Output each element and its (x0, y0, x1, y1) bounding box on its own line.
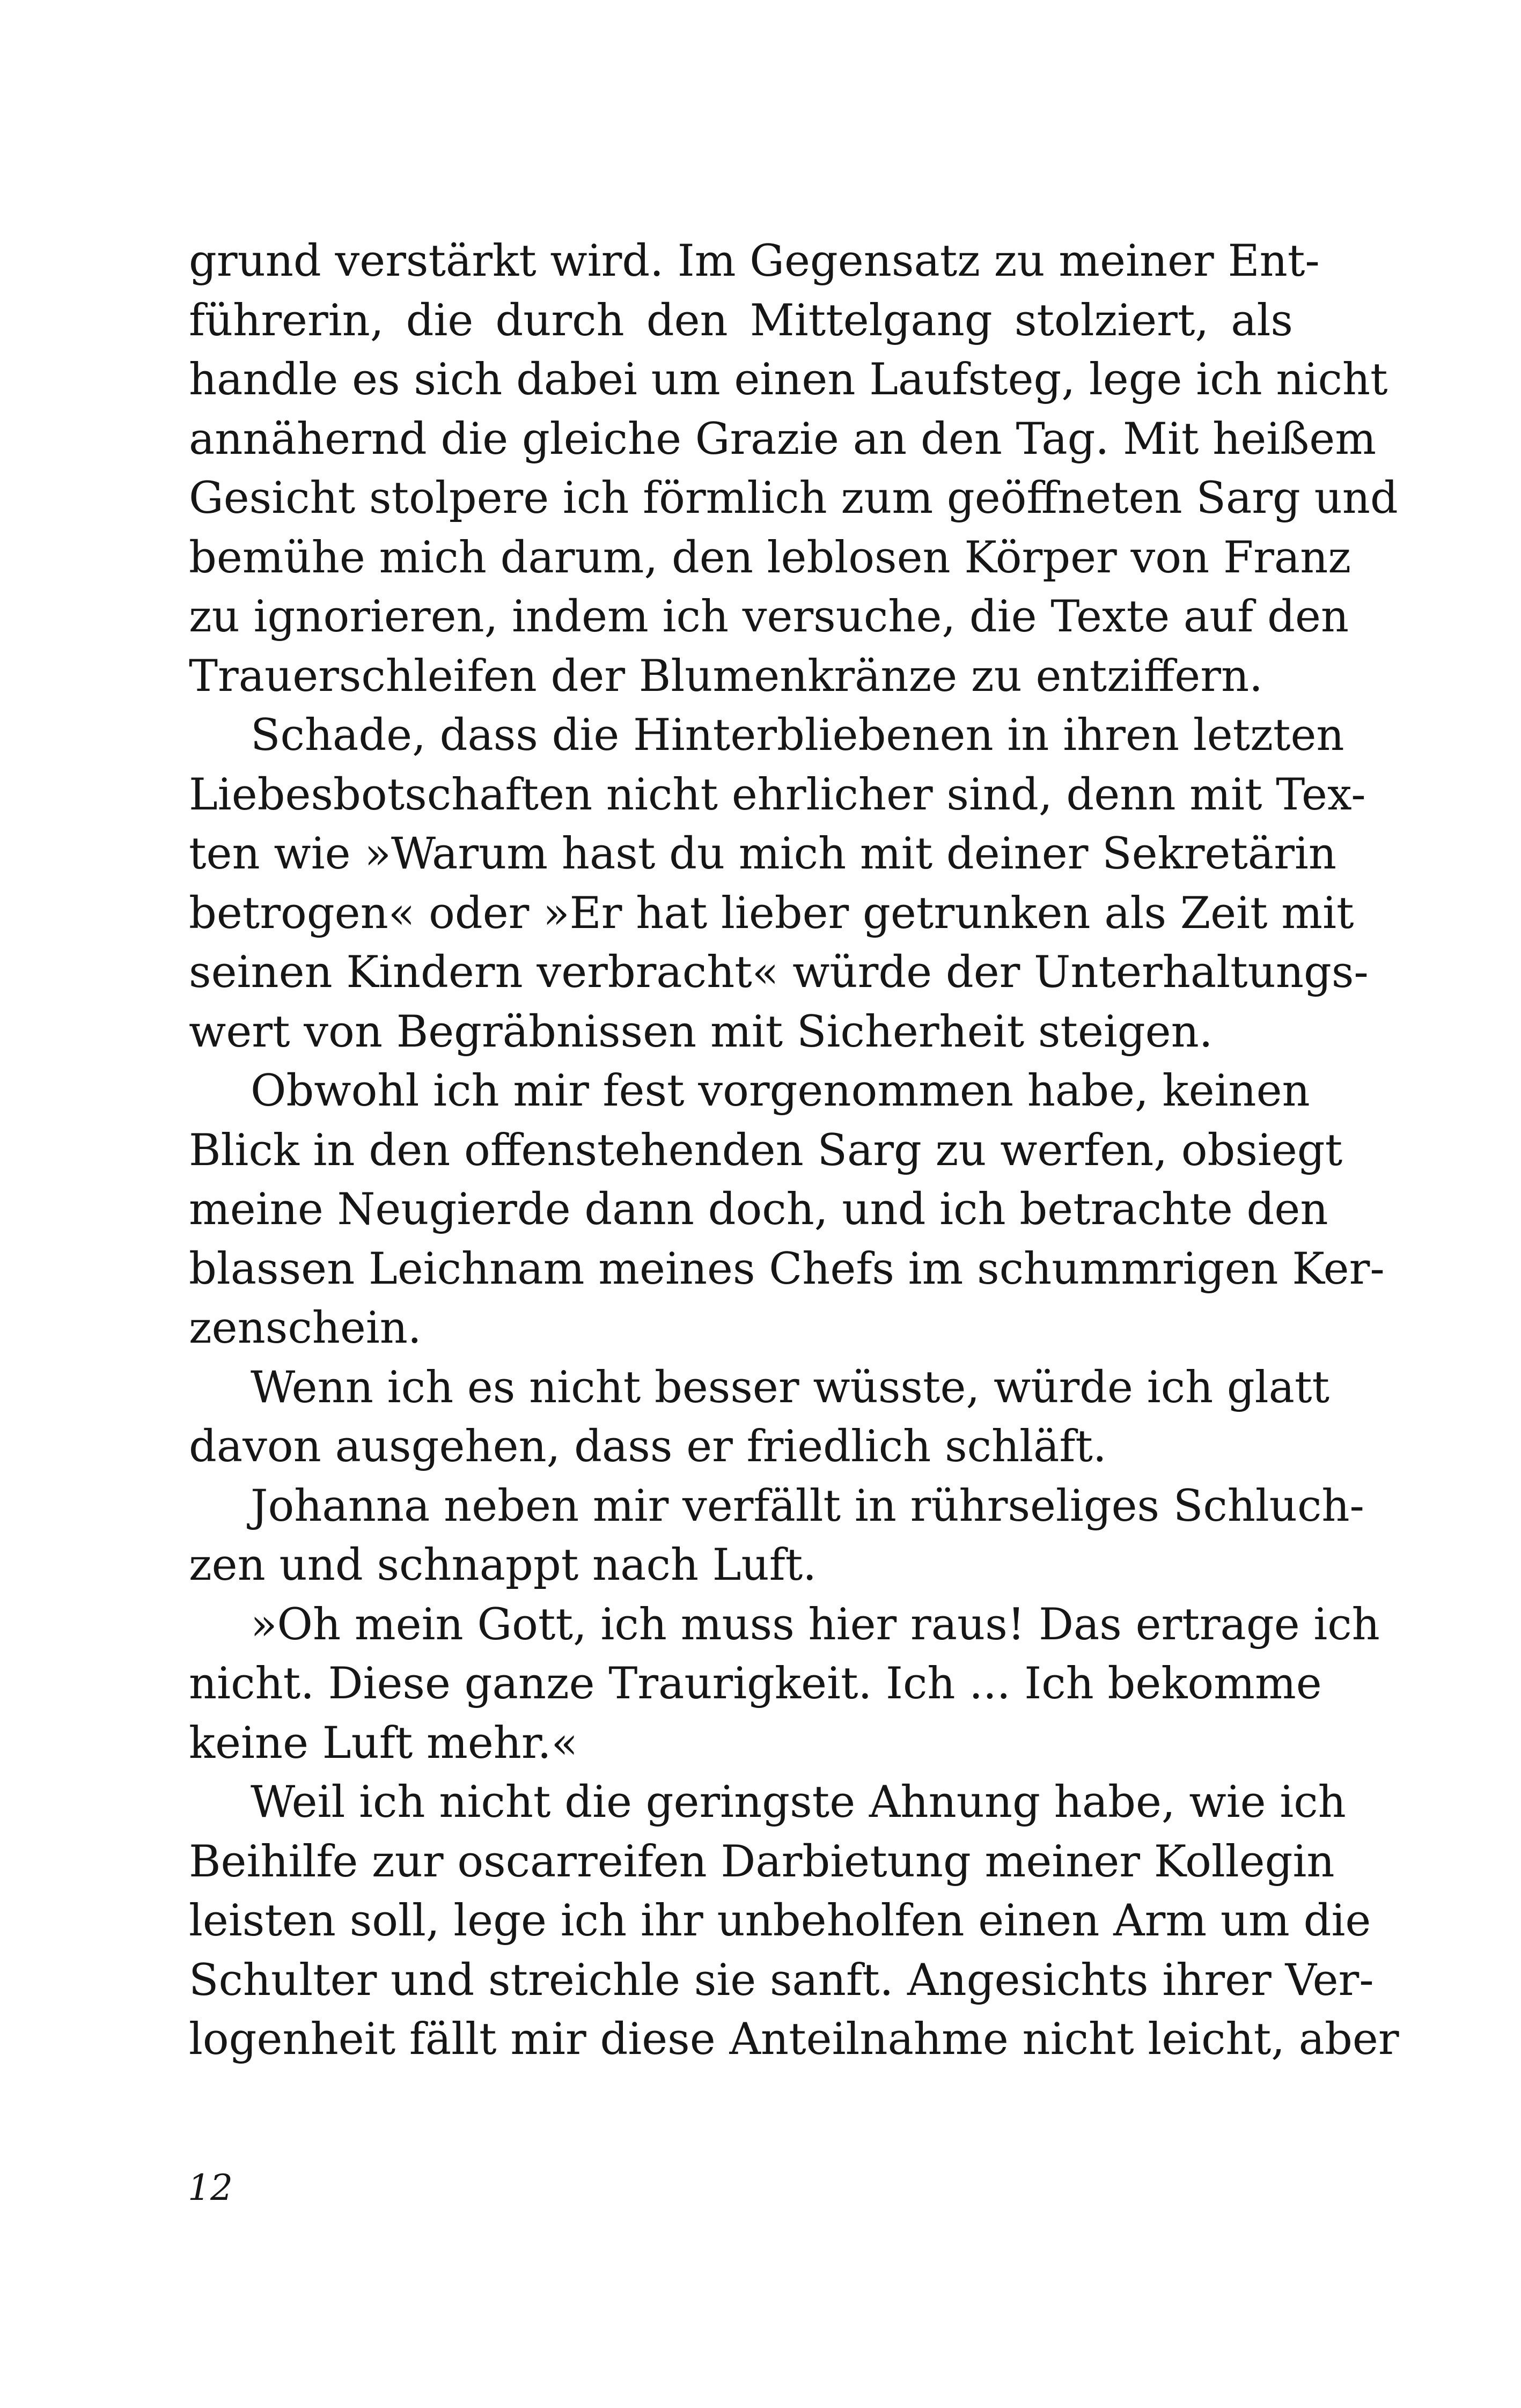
text-line: zen und schnappt nach Luft. (189, 1540, 817, 1590)
text-line: annähernd die gleiche Grazie an den Tag. Mit heißem (189, 414, 1377, 465)
text-line: Gesicht stolpere ich förmlich zum geöffneten Sarg und (189, 473, 1398, 524)
text-line: seinen Kindern verbracht« würde der Unterhaltungs- (189, 947, 1369, 998)
text-line: grund verstärkt wird. Im Gegensatz zu meiner Ent- (189, 236, 1320, 286)
text-line: zu ignorieren, indem ich versuche, die Texte auf den (189, 592, 1349, 642)
text-line: Schulter und streichle sie sanft. Angesichts ihrer Ver- (189, 1955, 1374, 2006)
text-line: Blick in den offenstehenden Sarg zu werfen, obsiegt (189, 1125, 1343, 1176)
text-line: »Oh mein Gott, ich muss hier raus! Das ertrage ich (251, 1599, 1380, 1650)
text-line: Liebesbotschaften nicht ehrlicher sind, denn mit Tex- (189, 769, 1366, 820)
text-line: Weil ich nicht die geringste Ahnung habe, wie ich (251, 1777, 1346, 1828)
text-line: logenheit fällt mir diese Anteilnahme nicht leicht, aber (189, 2014, 1399, 2065)
text-line: Johanna neben mir verfällt in rührseliges Schluch- (251, 1481, 1364, 1531)
text-line: meine Neugierde dann doch, und ich betrachte den (189, 1184, 1328, 1235)
text-line: davon ausgehen, dass er friedlich schläft. (189, 1422, 1107, 1472)
page-number: 12 (188, 2167, 233, 2208)
text-line: Wenn ich es nicht besser wüsste, würde ich glatt (251, 1362, 1330, 1413)
text-line: nicht. Diese ganze Traurigkeit. Ich ... Ich bekomme (189, 1659, 1322, 1709)
text-line: betrogen« oder »Er hat lieber getrunken als Zeit mit (189, 888, 1354, 939)
text-line: Trauerschleifen der Blumenkränze zu entziffern. (189, 651, 1263, 702)
body-text (189, 232, 1399, 2070)
text-line: Obwohl ich mir fest vorgenommen habe, keinen (251, 1066, 1310, 1116)
text-line: keine Luft mehr.« (189, 1718, 578, 1769)
text-line: handle es sich dabei um einen Laufsteg, lege ich nicht (189, 355, 1388, 405)
text-line: Beihilfe zur oscarreifen Darbietung meiner Kollegin (189, 1836, 1335, 1887)
text-line: bemühe mich darum, den leblosen Körper von Franz (189, 532, 1351, 583)
text-line: blassen Leichnam meines Chefs im schummrigen Ker- (189, 1243, 1385, 1294)
text-line: Schade, dass die Hinterbliebenen in ihren letzten (251, 710, 1344, 761)
text-line: zenschein. (189, 1303, 422, 1353)
text-line: wert von Begräbnissen mit Sicherheit steigen. (189, 1006, 1213, 1057)
text-line: ten wie »Warum hast du mich mit deiner Sekretärin (189, 829, 1336, 879)
text-line: leisten soll, lege ich ihr unbeholfen einen Arm um die (189, 1896, 1371, 1946)
text-line: führerin, die durch den Mittelgang stolziert, als (189, 295, 1293, 346)
